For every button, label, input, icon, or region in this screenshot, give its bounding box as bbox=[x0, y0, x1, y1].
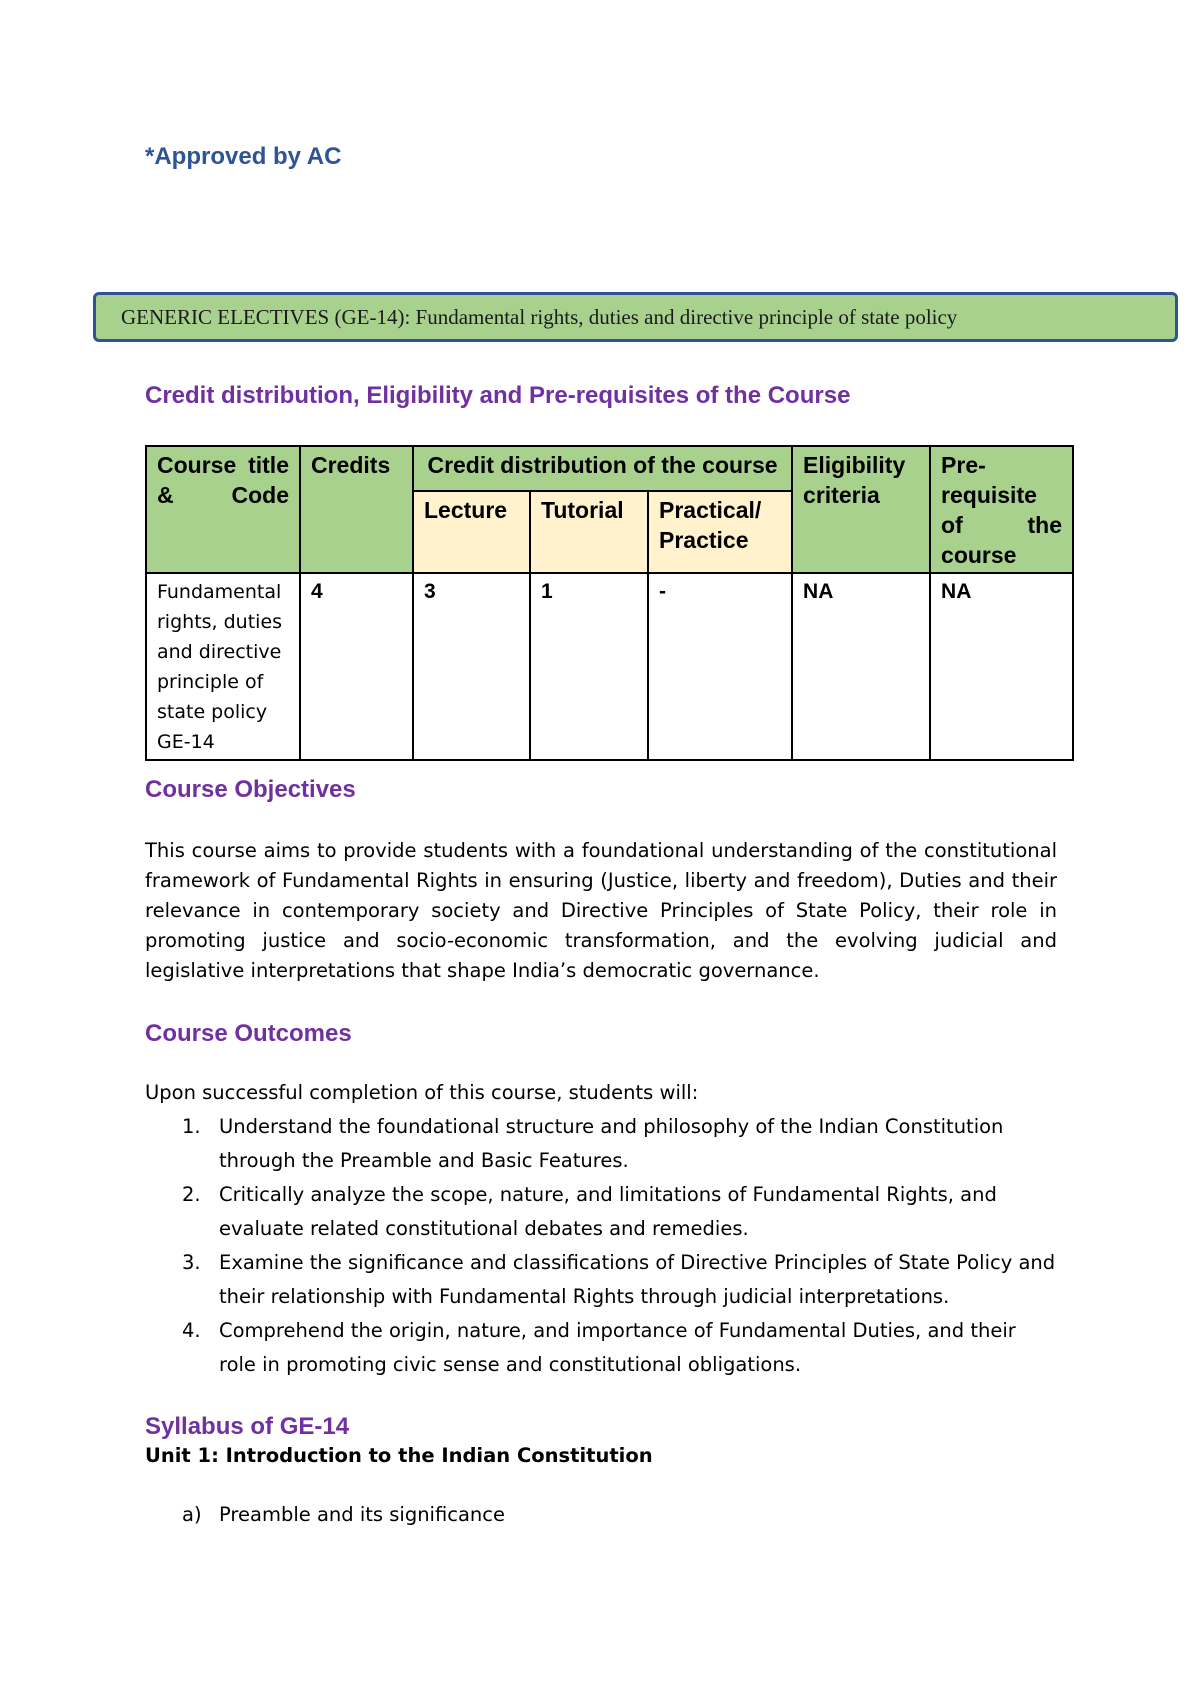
ge-banner bbox=[93, 292, 1178, 342]
unit-1-item bbox=[182, 1503, 505, 1526]
outcomes-heading: Course Outcomes bbox=[145, 1020, 352, 1047]
list-item bbox=[145, 1110, 1057, 1178]
list-item bbox=[145, 1178, 1057, 1246]
list-item bbox=[145, 1314, 1057, 1382]
credit-table-header-row bbox=[146, 446, 1073, 491]
approved-note: *Approved by AC bbox=[145, 143, 342, 170]
list-item-text: Comprehend the origin, nature, and importance of Fundamental Duties, and their role in promoting civic sense and constitutional obligations. bbox=[219, 1319, 1016, 1376]
cell-course-title bbox=[146, 573, 300, 760]
syllabus-heading: Syllabus of GE-14 bbox=[145, 1413, 350, 1440]
header-practical: Practical/ Practice bbox=[648, 491, 792, 573]
cell-eligibility: NA bbox=[792, 573, 930, 760]
list-item-text: Critically analyze the scope, nature, and limitations of Fundamental Rights, and evaluate related constitutional debates and remedies. bbox=[219, 1183, 997, 1240]
outcomes-intro: Upon successful completion of this course, students will: bbox=[145, 1081, 699, 1104]
unit-item-text: Preamble and its significance bbox=[219, 1503, 506, 1526]
cell-practical: - bbox=[648, 573, 792, 760]
list-item-number: 4. bbox=[182, 1319, 201, 1342]
ge-banner-text: GENERIC ELECTIVES (GE-14): Fundamental rights, duties and directive principle of state policy bbox=[121, 304, 958, 329]
cell-prerequisite: NA bbox=[930, 573, 1073, 760]
table-row bbox=[146, 573, 1073, 760]
header-credits: Credits bbox=[300, 446, 413, 573]
list-item-text: Understand the foundational structure and philosophy of the Indian Constitution through the Preamble and Basic Features. bbox=[219, 1115, 1004, 1172]
header-eligibility: Eligibility criteria bbox=[792, 446, 930, 573]
course-title-line: rights, duties bbox=[157, 611, 283, 633]
header-course-title-code: Course title & Code bbox=[146, 446, 300, 573]
credit-section-heading: Credit distribution, Eligibility and Pre-requisites of the Course bbox=[145, 382, 851, 409]
unit-1-heading: Unit 1: Introduction to the Indian Constitution bbox=[145, 1444, 653, 1467]
unit-item-marker: a) bbox=[182, 1503, 202, 1526]
header-lecture: Lecture bbox=[413, 491, 530, 573]
course-title-line: principle of bbox=[157, 671, 264, 693]
list-item-text: Examine the significance and classifications of Directive Principles of State Policy and their relationship with Fundamental Rights through judicial interpretations. bbox=[219, 1251, 1056, 1308]
cell-lecture: 3 bbox=[413, 573, 530, 760]
course-title-line: Fundamental bbox=[157, 581, 282, 603]
course-title-line: state policy bbox=[157, 701, 268, 723]
objectives-heading: Course Objectives bbox=[145, 776, 356, 803]
list-item-number: 1. bbox=[182, 1115, 201, 1138]
credit-table bbox=[145, 445, 1074, 761]
header-prerequisite: Pre-requisite of the course bbox=[930, 446, 1073, 573]
list-item-number: 3. bbox=[182, 1251, 201, 1274]
outcomes-list bbox=[145, 1110, 1057, 1382]
cell-tutorial: 1 bbox=[530, 573, 648, 760]
course-title-line: GE-14 bbox=[157, 731, 215, 753]
list-item-number: 2. bbox=[182, 1183, 201, 1206]
course-title-line: and directive bbox=[157, 641, 282, 663]
cell-credits: 4 bbox=[300, 573, 413, 760]
list-item bbox=[145, 1246, 1057, 1314]
header-credit-distribution: Credit distribution of the course bbox=[413, 446, 792, 491]
header-tutorial: Tutorial bbox=[530, 491, 648, 573]
objectives-text: This course aims to provide students with a foundational understanding of the constitutional framework of Fundamental Rights in ensuring (Justice, liberty and freedom), Duties and their relevance in contemporary society and Directive Principles of State Policy, their role in promoting justice and socio-economic transformation, and the evolving judicial and legislative interpretations that shape India’s democratic governance. bbox=[145, 839, 1057, 982]
